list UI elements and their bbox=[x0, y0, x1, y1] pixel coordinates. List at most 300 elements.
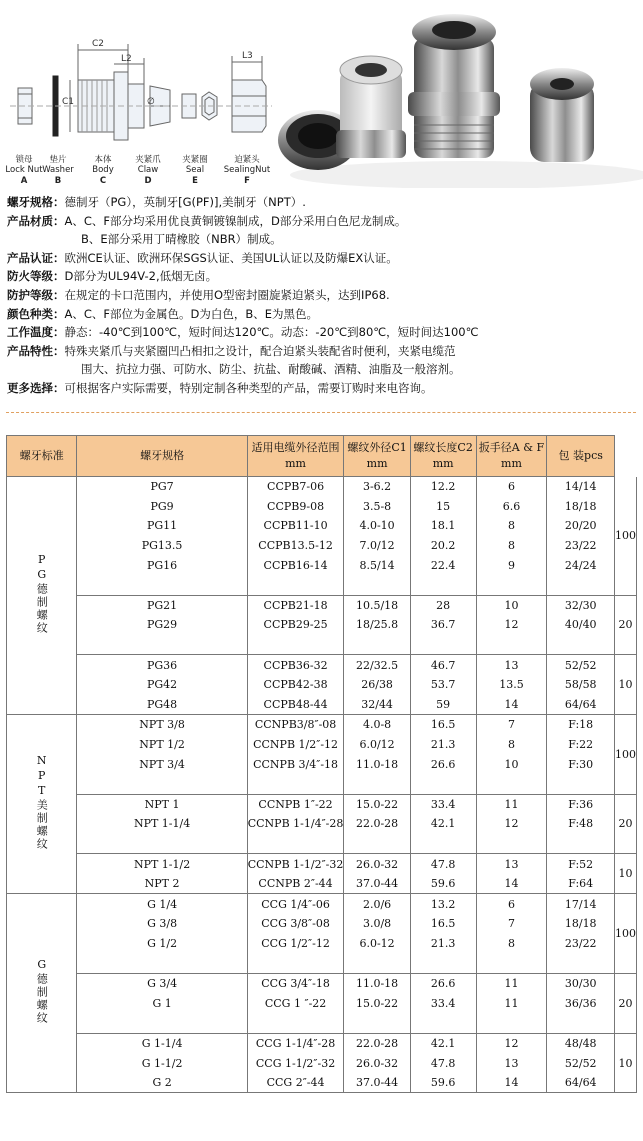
table-cell: 8 bbox=[476, 735, 547, 755]
table-cell: PG36 bbox=[77, 655, 247, 675]
table-row bbox=[7, 595, 637, 615]
part-e-en: Seal bbox=[185, 165, 205, 175]
table-cell: 13.5 bbox=[476, 675, 547, 695]
table-cell bbox=[547, 953, 615, 973]
table-cell: 18/18 bbox=[547, 914, 615, 934]
table-row bbox=[7, 635, 637, 655]
table-cell: NPT 1 bbox=[77, 794, 247, 814]
table-cell bbox=[77, 774, 247, 794]
table-cell: 58/58 bbox=[547, 675, 615, 695]
table-cell: 33.4 bbox=[410, 794, 476, 814]
table-cell: 42.1 bbox=[410, 1033, 476, 1053]
header-range: 适用电缆外径范围mm bbox=[247, 436, 344, 477]
table-cell: PG21 bbox=[77, 595, 247, 615]
table-cell: 12 bbox=[476, 1033, 547, 1053]
spec-material-cont bbox=[7, 230, 637, 249]
table-cell: F:36 bbox=[547, 794, 615, 814]
table-row bbox=[7, 536, 637, 556]
table-cell: 3.0/8 bbox=[344, 914, 410, 934]
table-cell: 52/52 bbox=[547, 1053, 615, 1073]
table-cell bbox=[547, 774, 615, 794]
spec-label: 防护等级： bbox=[7, 287, 65, 302]
table-cell bbox=[77, 635, 247, 655]
spec-label: 螺牙规格： bbox=[7, 195, 65, 209]
table-cell bbox=[410, 575, 476, 595]
table-cell: G 3/8 bbox=[77, 914, 247, 934]
part-c-letter: C bbox=[99, 176, 107, 186]
table-cell bbox=[247, 953, 344, 973]
table-cell: CCNPB 1-1/4″-28 bbox=[247, 814, 344, 834]
table-cell: CCPB21-18 bbox=[247, 595, 344, 615]
table-cell: 18/18 bbox=[547, 497, 615, 517]
table-cell: PG16 bbox=[77, 555, 247, 575]
header-af: 扳手径A & F mm bbox=[476, 436, 547, 477]
part-f-letter: F bbox=[244, 176, 250, 186]
table-cell: PG42 bbox=[77, 675, 247, 695]
table-cell bbox=[476, 834, 547, 854]
table-cell: G 1/4 bbox=[77, 894, 247, 914]
table-cell bbox=[476, 1013, 547, 1033]
table-cell: 22.0-28 bbox=[344, 814, 410, 834]
table-cell: 6.0-12 bbox=[344, 934, 410, 954]
spec-features bbox=[7, 342, 637, 361]
table-cell: 59.6 bbox=[410, 874, 476, 894]
table-cell bbox=[344, 953, 410, 973]
header-c1: 螺纹外径C1 mm bbox=[344, 436, 410, 477]
table-cell: 6 bbox=[476, 894, 547, 914]
spec-thread bbox=[7, 193, 637, 212]
part-c-cn: 本体 bbox=[94, 155, 112, 165]
table-cell: CCPB16-14 bbox=[247, 555, 344, 575]
table-cell: CCPB13.5-12 bbox=[247, 536, 344, 556]
spec-features-cont bbox=[7, 360, 637, 379]
header-pack: 包 装pcs bbox=[547, 436, 615, 477]
table-cell: CCNPB 2″-44 bbox=[247, 874, 344, 894]
table-cell: CCG 2″-44 bbox=[247, 1073, 344, 1093]
table-cell: 46.7 bbox=[410, 655, 476, 675]
table-cell: CCPB7-06 bbox=[247, 477, 344, 497]
table-cell: PG9 bbox=[77, 497, 247, 517]
table-cell: 59.6 bbox=[410, 1073, 476, 1093]
table-cell: 9 bbox=[476, 555, 547, 575]
part-c-en: Body bbox=[92, 165, 114, 175]
table-cell: 21.3 bbox=[410, 735, 476, 755]
part-d-en: Claw bbox=[137, 165, 159, 175]
spec-text: 可根据客户实际需要，特别定制各种类型的产品，需要订购时来电咨询。 bbox=[64, 380, 433, 395]
table-cell: 11 bbox=[476, 973, 547, 993]
part-f-en: SealingNut bbox=[223, 165, 271, 175]
table-cell: 3-6.2 bbox=[344, 477, 410, 497]
table-cell: 22.0-28 bbox=[344, 1033, 410, 1053]
table-row bbox=[7, 934, 637, 954]
table-cell: NPT 2 bbox=[77, 874, 247, 894]
table-cell: CCG 3/4″-18 bbox=[247, 973, 344, 993]
table-cell: 26.0-32 bbox=[344, 1053, 410, 1073]
part-a-cn: 锁母 bbox=[15, 155, 33, 165]
table-cell: 11.0-18 bbox=[344, 754, 410, 774]
part-a-letter: A bbox=[20, 176, 28, 186]
table-cell: PG48 bbox=[77, 695, 247, 715]
table-row bbox=[7, 735, 637, 755]
table-cell: 47.8 bbox=[410, 1053, 476, 1073]
table-cell: 8 bbox=[476, 516, 547, 536]
table-cell: G 1/2 bbox=[77, 934, 247, 954]
table-cell bbox=[476, 635, 547, 655]
table-cell: 11.0-18 bbox=[344, 973, 410, 993]
pack-cell: 10 bbox=[615, 655, 637, 715]
exploded-drawing bbox=[10, 44, 272, 140]
table-cell: 10.5/18 bbox=[344, 595, 410, 615]
table-cell: 8.5/14 bbox=[344, 555, 410, 575]
spec-label: 产品特性： bbox=[7, 343, 65, 358]
table-cell: PG13.5 bbox=[77, 536, 247, 556]
table-cell: 30/30 bbox=[547, 973, 615, 993]
table-cell: 22.4 bbox=[410, 555, 476, 575]
table-cell: 32/30 bbox=[547, 595, 615, 615]
table-cell bbox=[547, 635, 615, 655]
spec-text: 德制牙（PG），英制牙[G(PF)],美制牙（NPT）. bbox=[64, 195, 306, 209]
table-cell bbox=[410, 635, 476, 655]
pack-cell: 20 bbox=[615, 595, 637, 655]
table-row bbox=[7, 874, 637, 894]
table-cell: F:64 bbox=[547, 874, 615, 894]
table-cell: 26.0-32 bbox=[344, 854, 410, 874]
table-row bbox=[7, 914, 637, 934]
table-body bbox=[7, 477, 637, 1093]
table-cell: 13 bbox=[476, 655, 547, 675]
table-header-row bbox=[7, 436, 637, 477]
table-cell bbox=[344, 834, 410, 854]
table-row bbox=[7, 555, 637, 575]
table-cell bbox=[344, 635, 410, 655]
table-cell: 12.2 bbox=[410, 477, 476, 497]
table-cell: 36/36 bbox=[547, 993, 615, 1013]
table-cell: 12 bbox=[476, 814, 547, 834]
table-row bbox=[7, 953, 637, 973]
table-cell: 36.7 bbox=[410, 615, 476, 635]
part-a-en: Lock Nut bbox=[5, 165, 43, 175]
table-row bbox=[7, 675, 637, 695]
spec-text: 在规定的卡口范围内，并使用O型密封圈旋紧迫紧头，达到IP68. bbox=[64, 287, 390, 302]
part-d-cn: 夹紧爪 bbox=[135, 155, 161, 165]
table-cell: 53.7 bbox=[410, 675, 476, 695]
part-b-en: Washer bbox=[42, 165, 74, 175]
table-cell bbox=[410, 834, 476, 854]
table-cell: 64/64 bbox=[547, 695, 615, 715]
spec-temperature bbox=[7, 323, 637, 342]
table-cell: F:18 bbox=[547, 715, 615, 735]
table-cell bbox=[247, 1013, 344, 1033]
category-cell bbox=[7, 715, 77, 894]
table-row bbox=[7, 993, 637, 1013]
spec-text: 特殊夹紧爪与夹紧圈凹凸相扣之设计，配合迫紧头装配省时便利，夹紧电缆范 bbox=[64, 343, 456, 358]
spec-protection bbox=[7, 286, 637, 305]
spec-certification bbox=[7, 249, 637, 268]
table-cell bbox=[476, 575, 547, 595]
table-cell: NPT 1/2 bbox=[77, 735, 247, 755]
table-cell: 18.1 bbox=[410, 516, 476, 536]
pack-cell: 10 bbox=[615, 1033, 637, 1093]
table-row bbox=[7, 854, 637, 874]
table-cell: 21.3 bbox=[410, 934, 476, 954]
table-cell: 33.4 bbox=[410, 993, 476, 1013]
table-cell: PG11 bbox=[77, 516, 247, 536]
category-label: G德制螺纹 bbox=[35, 957, 49, 1025]
table-cell bbox=[77, 1013, 247, 1033]
spec-table bbox=[6, 435, 637, 1093]
spec-text: 围大、抗拉力强、可防水、防尘、抗盐、耐酸碱、酒精、油脂及一般溶剂。 bbox=[81, 362, 461, 377]
dim-diameter: ∅ bbox=[147, 97, 155, 107]
table-cell: 3.5-8 bbox=[344, 497, 410, 517]
dim-l3: L3 bbox=[242, 51, 253, 61]
table-cell: CCPB36-32 bbox=[247, 655, 344, 675]
dim-c2: C2 bbox=[92, 39, 105, 49]
table-cell: G 1-1/2 bbox=[77, 1053, 247, 1073]
spec-text: B、E部分采用丁晴橡胶（NBR）制成。 bbox=[81, 232, 282, 247]
divider bbox=[6, 412, 636, 413]
table-cell: 48/48 bbox=[547, 1033, 615, 1053]
table-cell: 40/40 bbox=[547, 615, 615, 635]
table-cell: PG29 bbox=[77, 615, 247, 635]
spec-text: 欧洲CE认证、欧洲环保SGS认证、美国UL认证以及防爆EX认证。 bbox=[64, 250, 398, 265]
table-cell bbox=[410, 953, 476, 973]
table-cell: 15.0-22 bbox=[344, 794, 410, 814]
table-cell: 10 bbox=[476, 595, 547, 615]
table-row bbox=[7, 834, 637, 854]
spec-fire-rating bbox=[7, 267, 637, 286]
table-row bbox=[7, 894, 637, 914]
table-cell bbox=[476, 774, 547, 794]
table-cell: NPT 3/8 bbox=[77, 715, 247, 735]
table-row bbox=[7, 516, 637, 536]
table-cell: 37.0-44 bbox=[344, 1073, 410, 1093]
table-cell: 22/32.5 bbox=[344, 655, 410, 675]
table-cell: 14 bbox=[476, 695, 547, 715]
table-cell bbox=[410, 1013, 476, 1033]
table-cell: 13 bbox=[476, 854, 547, 874]
table-cell: G 1 bbox=[77, 993, 247, 1013]
table-cell: CCNPB 1-1/2″-32 bbox=[247, 854, 344, 874]
table-cell: G 3/4 bbox=[77, 973, 247, 993]
table-row bbox=[7, 1073, 637, 1093]
table-row bbox=[7, 794, 637, 814]
table-row bbox=[7, 695, 637, 715]
table-cell: 47.8 bbox=[410, 854, 476, 874]
table-cell: 4.0-10 bbox=[344, 516, 410, 536]
pack-cell: 20 bbox=[615, 973, 637, 1033]
table-cell: 26.6 bbox=[410, 754, 476, 774]
table-row bbox=[7, 477, 637, 497]
table-row bbox=[7, 655, 637, 675]
table-cell: CCNPB 1/2″-12 bbox=[247, 735, 344, 755]
table-row bbox=[7, 774, 637, 794]
table-cell: CCNPB 3/4″-18 bbox=[247, 754, 344, 774]
table-cell bbox=[77, 834, 247, 854]
table-cell: 23/22 bbox=[547, 934, 615, 954]
table-cell: 52/52 bbox=[547, 655, 615, 675]
table-row bbox=[7, 615, 637, 635]
table-cell: 64/64 bbox=[547, 1073, 615, 1093]
table-cell bbox=[77, 953, 247, 973]
table-cell: 59 bbox=[410, 695, 476, 715]
table-cell bbox=[247, 635, 344, 655]
part-b-cn: 垫片 bbox=[49, 155, 67, 165]
header-standard: 螺牙标准 bbox=[7, 436, 77, 477]
table-cell: CCPB11-10 bbox=[247, 516, 344, 536]
table-cell: 4.0-8 bbox=[344, 715, 410, 735]
table-row bbox=[7, 1013, 637, 1033]
table-cell: 6 bbox=[476, 477, 547, 497]
table-cell: 12 bbox=[476, 615, 547, 635]
table-cell: CCNPB3/8″-08 bbox=[247, 715, 344, 735]
table-cell: 7.0/12 bbox=[344, 536, 410, 556]
part-f-cn: 迫紧头 bbox=[234, 155, 260, 165]
table-row bbox=[7, 575, 637, 595]
table-cell: 11 bbox=[476, 993, 547, 1013]
table-cell bbox=[547, 575, 615, 595]
table-cell: 28 bbox=[410, 595, 476, 615]
table-cell: CCPB48-44 bbox=[247, 695, 344, 715]
category-cell bbox=[7, 894, 77, 1093]
spec-label: 颜色种类： bbox=[7, 306, 65, 321]
table-cell: 20.2 bbox=[410, 536, 476, 556]
table-cell: 13.2 bbox=[410, 894, 476, 914]
part-e-cn: 夹紧圈 bbox=[182, 155, 208, 165]
category-label: NPT美制螺纹 bbox=[35, 753, 49, 851]
table-cell: 23/22 bbox=[547, 536, 615, 556]
table-cell: NPT 3/4 bbox=[77, 754, 247, 774]
table-cell: 14 bbox=[476, 1073, 547, 1093]
table-cell: 42.1 bbox=[410, 814, 476, 834]
table-cell bbox=[247, 774, 344, 794]
table-cell bbox=[77, 575, 247, 595]
table-cell: 32/44 bbox=[344, 695, 410, 715]
table-cell: F:30 bbox=[547, 754, 615, 774]
table-cell: 2.0/6 bbox=[344, 894, 410, 914]
part-labels bbox=[5, 154, 270, 186]
pack-cell: 10 bbox=[615, 854, 637, 894]
table-cell: CCG 1-1/2″-32 bbox=[247, 1053, 344, 1073]
table-cell: 17/14 bbox=[547, 894, 615, 914]
table-cell: 6.0/12 bbox=[344, 735, 410, 755]
table-cell bbox=[547, 1013, 615, 1033]
category-cell bbox=[7, 477, 77, 715]
part-e-letter: E bbox=[192, 176, 198, 186]
spec-label: 工作温度： bbox=[7, 325, 65, 340]
pack-cell: 100 bbox=[615, 715, 637, 794]
table-cell: G 2 bbox=[77, 1073, 247, 1093]
dim-l2: L2 bbox=[121, 54, 132, 64]
table-row bbox=[7, 814, 637, 834]
table-cell: 37.0-44 bbox=[344, 874, 410, 894]
table-cell: F:22 bbox=[547, 735, 615, 755]
table-cell: F:52 bbox=[547, 854, 615, 874]
table-cell: 14/14 bbox=[547, 477, 615, 497]
part-d-letter: D bbox=[144, 176, 152, 186]
spec-colors bbox=[7, 305, 637, 324]
table-cell: 14 bbox=[476, 874, 547, 894]
table-cell: CCPB42-38 bbox=[247, 675, 344, 695]
table-cell: 8 bbox=[476, 934, 547, 954]
table-row bbox=[7, 754, 637, 774]
spec-label: 防火等级： bbox=[7, 269, 65, 284]
table-row bbox=[7, 1033, 637, 1053]
table-cell bbox=[344, 1013, 410, 1033]
table-cell: PG7 bbox=[77, 477, 247, 497]
header-spec: 螺牙规格 bbox=[77, 436, 247, 477]
table-cell: F:48 bbox=[547, 814, 615, 834]
spec-text: 静态：-40℃到100℃，短时间达120℃。动态：-20℃到80℃，短时间达100℃ bbox=[64, 325, 479, 340]
table-cell: 26.6 bbox=[410, 973, 476, 993]
table-cell: 11 bbox=[476, 794, 547, 814]
table-cell: 26/38 bbox=[344, 675, 410, 695]
header-c2: 螺纹长度C2 mm bbox=[410, 436, 476, 477]
pack-cell: 100 bbox=[615, 894, 637, 973]
table-row bbox=[7, 973, 637, 993]
spec-list bbox=[7, 193, 637, 398]
table-cell bbox=[476, 953, 547, 973]
table-cell: 13 bbox=[476, 1053, 547, 1073]
spec-more-options bbox=[7, 379, 637, 398]
table-cell bbox=[247, 575, 344, 595]
table-cell: 16.5 bbox=[410, 914, 476, 934]
category-label: PG德制螺纹 bbox=[35, 552, 49, 635]
table-row bbox=[7, 497, 637, 517]
table-cell: 7 bbox=[476, 715, 547, 735]
pack-cell: 100 bbox=[615, 477, 637, 596]
table-cell: 15 bbox=[410, 497, 476, 517]
table-cell bbox=[344, 575, 410, 595]
table-cell: 15.0-22 bbox=[344, 993, 410, 1013]
table-cell bbox=[410, 774, 476, 794]
table-cell: CCPB29-25 bbox=[247, 615, 344, 635]
pack-cell: 20 bbox=[615, 794, 637, 854]
table-cell: CCG 3/8″-08 bbox=[247, 914, 344, 934]
table-cell: 7 bbox=[476, 914, 547, 934]
table-row bbox=[7, 1053, 637, 1073]
spec-label: 更多选择： bbox=[7, 380, 65, 395]
table-cell: 6.6 bbox=[476, 497, 547, 517]
table-cell: 24/24 bbox=[547, 555, 615, 575]
table-cell: NPT 1-1/2 bbox=[77, 854, 247, 874]
table-cell: CCG 1/4″-06 bbox=[247, 894, 344, 914]
spec-material bbox=[7, 212, 637, 231]
table-cell: NPT 1-1/4 bbox=[77, 814, 247, 834]
product-diagram bbox=[0, 0, 643, 188]
table-cell: G 1-1/4 bbox=[77, 1033, 247, 1053]
table-cell bbox=[344, 774, 410, 794]
spec-label: 产品材质： bbox=[7, 213, 65, 228]
dim-c1: C1 bbox=[62, 97, 75, 107]
table-cell bbox=[547, 834, 615, 854]
table-cell bbox=[247, 834, 344, 854]
table-cell: CCNPB 1″-22 bbox=[247, 794, 344, 814]
table-cell: CCG 1/2″-12 bbox=[247, 934, 344, 954]
table-row bbox=[7, 715, 637, 735]
table-cell: 20/20 bbox=[547, 516, 615, 536]
product-photo bbox=[278, 14, 643, 188]
part-b-letter: B bbox=[54, 176, 62, 186]
spec-text: A、C、F部位为金属色。D为白色，B、E为黑色。 bbox=[64, 306, 319, 321]
spec-label: 产品认证： bbox=[7, 250, 65, 265]
table-cell: 10 bbox=[476, 754, 547, 774]
spec-text: A、C、F部分均采用优良黄铜镀镍制成，D部分采用白色尼龙制成。 bbox=[64, 213, 407, 228]
table-cell: 18/25.8 bbox=[344, 615, 410, 635]
table-cell: CCG 1 ″-22 bbox=[247, 993, 344, 1013]
table-cell: 16.5 bbox=[410, 715, 476, 735]
table-cell: 8 bbox=[476, 536, 547, 556]
spec-text: D部分为UL94V-2,低烟无卤。 bbox=[64, 269, 218, 284]
